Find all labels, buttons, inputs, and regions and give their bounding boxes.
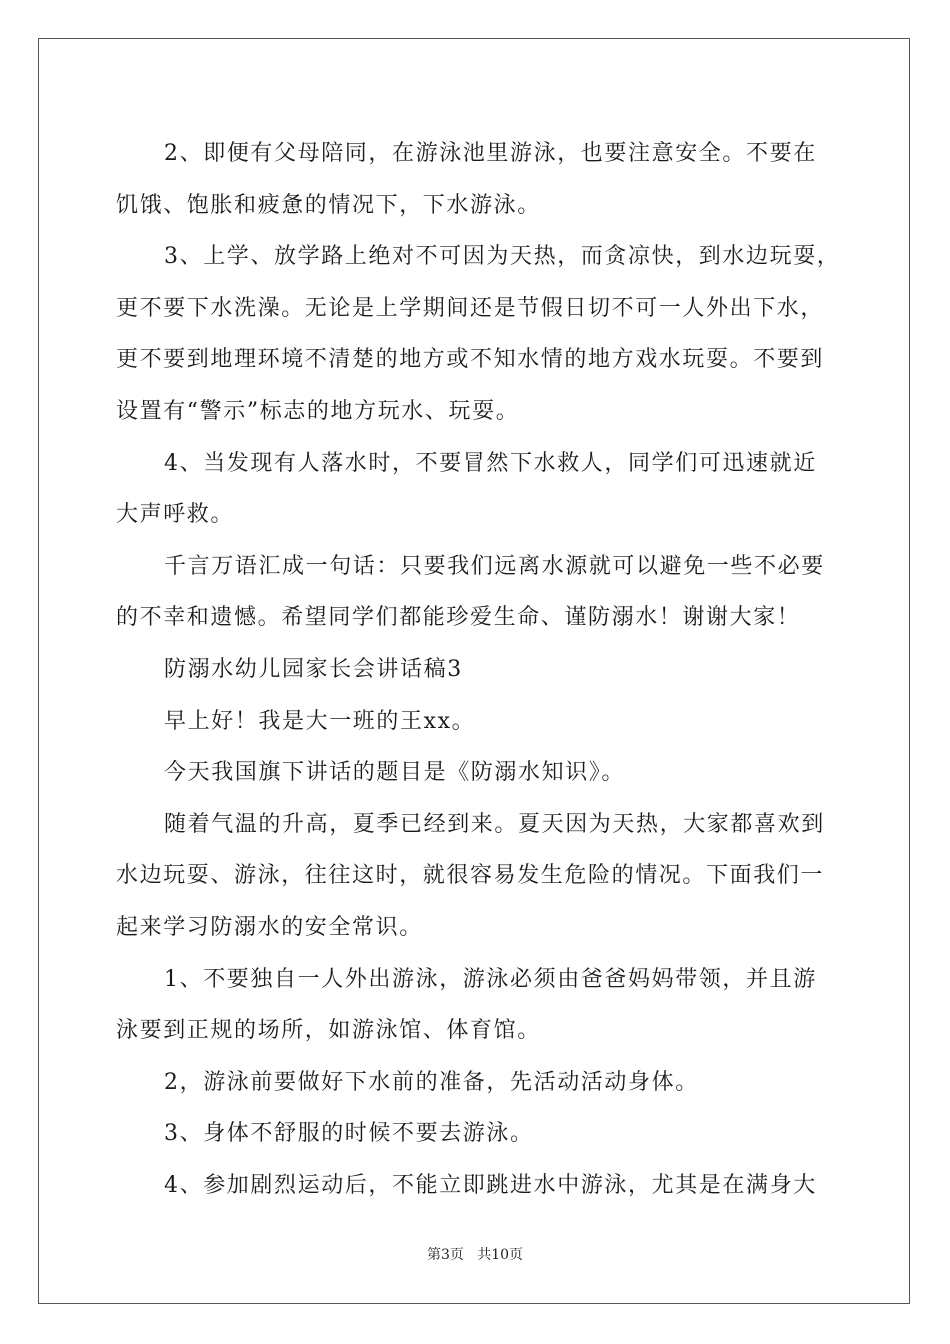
- text-line: 更不要下水洗澡。无论是上学期间还是节假日切不可一人外出下水，: [116, 295, 825, 321]
- text-line: 3、上学、放学路上绝对不可因为天热，而贪凉快，到水边玩耍，: [164, 244, 841, 270]
- document-body: [116, 128, 841, 1211]
- page-footer: 第3页 共10页: [426, 1247, 524, 1263]
- text-line: 防溺水幼儿园家长会讲话稿3: [164, 656, 463, 682]
- text-line: 4、参加剧烈运动后，不能立即跳进水中游泳，尤其是在满身大: [164, 1172, 817, 1198]
- text-line: 泳要到正规的场所，如游泳馆、体育馆。: [116, 1018, 541, 1044]
- text-line: 3、身体不舒服的时候不要去游泳。: [164, 1121, 534, 1147]
- text-line: 起来学习防溺水的安全常识。: [116, 914, 423, 940]
- text-line: 千言万语汇成一句话：只要我们远离水源就可以避免一些不必要: [164, 553, 825, 579]
- text-line: 2，游泳前要做好下水前的准备，先活动活动身体。: [164, 1069, 699, 1095]
- text-line: 更不要到地理环境不清楚的地方或不知水情的地方戏水玩耍。不要到: [116, 347, 825, 373]
- text-line: 的不幸和遗憾。希望同学们都能珍爱生命、谨防溺水！谢谢大家！: [116, 605, 801, 631]
- text-line: 设置有“警示”标志的地方玩水、玩耍。: [116, 398, 520, 424]
- text-line: 水边玩耍、游泳，往往这时，就很容易发生危险的情况。下面我们一: [116, 863, 825, 889]
- text-line: 1、不要独自一人外出游泳，游泳必须由爸爸妈妈带领，并且游: [164, 966, 817, 992]
- text-line: 饥饿、饱胀和疲惫的情况下，下水游泳。: [116, 192, 541, 218]
- text-line: 大声呼救。: [116, 502, 235, 528]
- text-line: 随着气温的升高，夏季已经到来。夏天因为天热，大家都喜欢到: [164, 811, 825, 837]
- text-line: 今天我国旗下讲话的题目是《防溺水知识》。: [164, 760, 626, 786]
- text-line: 早上好！我是大一班的王xx。: [164, 708, 476, 734]
- text-line: 4、当发现有人落水时，不要冒然下水救人，同学们可迅速就近: [164, 450, 817, 476]
- text-line: 2、即便有父母陪同，在游泳池里游泳，也要注意安全。不要在: [164, 141, 817, 166]
